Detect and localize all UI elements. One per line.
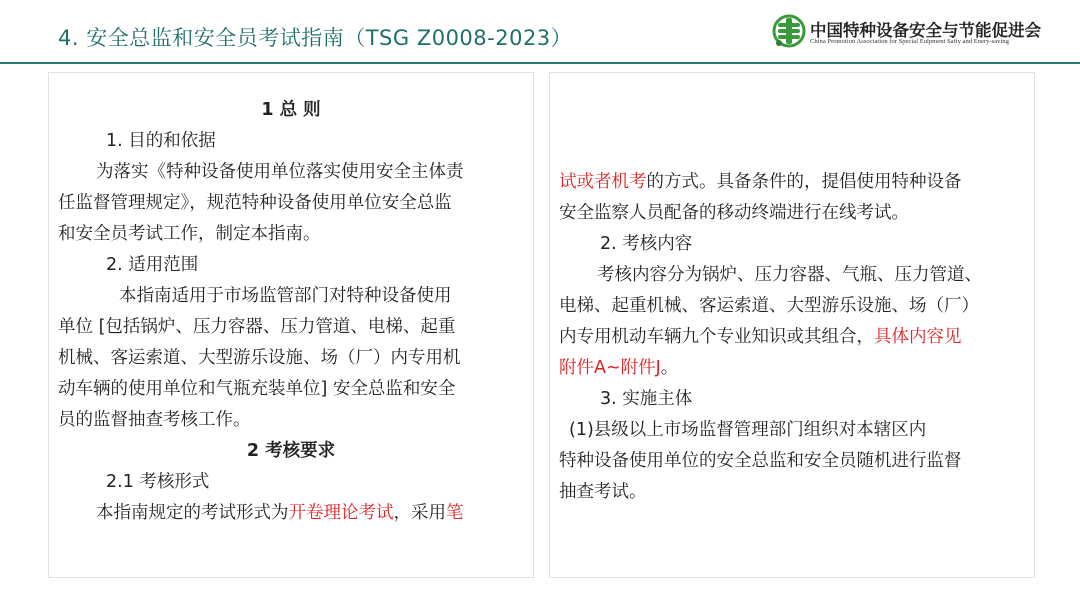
logo-subtitle: China Promotion Association for Special Eulpment Safty and Enery-saving [810,38,1009,45]
paragraph-text: 的方式。具备条件的，提倡使用特种设备 [646,172,962,192]
paragraph-text: 本指南规定的考试形式为 [96,503,289,523]
association-logo [772,12,1072,58]
paragraph-line: 安全监察人员配备的移动终端进行在线考试。 [559,203,909,223]
subsection-title: 2. 适用范围 [106,255,199,275]
paragraph-line: 特种设备使用单位的安全总监和安全员随机进行监督 [559,451,962,471]
right-text-panel [549,72,1035,578]
paragraph-line: 抽查考试。 [559,482,647,502]
paragraph-line: 任监督管理规定》，规范特种设备使用单位安全总监 [58,193,452,213]
paragraph-line [559,167,1025,198]
paragraph-text: 内专用机动车辆九个专业知识或其组合， [559,327,874,347]
paragraph-line: (1)县级以上市场监督管理部门组织对本辖区内 [569,420,927,440]
paragraph-line: 机械、客运索道、大型游乐设施、场（厂）内专用机 [58,348,461,368]
paragraph-line: 电梯、起重机械、客运索道、大型游乐设施、场（厂） [559,296,979,316]
paragraph-text: ，采用 [393,503,446,523]
paragraph-line: 本指南适用于市场监管部门对特种设备使用 [119,286,452,306]
highlighted-text: 附件A~附件J [559,358,661,378]
left-text-panel [48,72,534,578]
section-heading: 2 考核要求 [246,441,336,461]
logo-name: 中国特种设备安全与节能促进会 [810,21,1041,40]
highlighted-text: 开卷理论考试 [288,503,394,523]
slide-title: 4. 安全总监和安全员考试指南（TSG Z0008-2023） [58,26,573,50]
paragraph-line [559,353,1025,384]
subsection-title: 1. 目的和依据 [106,131,216,151]
highlighted-text: 具体内容见 [874,327,962,347]
subsection-title: 3. 实施主体 [600,389,693,409]
slide-header [0,0,1080,64]
subsection-title: 2.1 考核形式 [106,472,210,492]
paragraph-line [559,322,1025,353]
header-divider [0,62,1080,64]
subsection-title: 2. 考核内容 [600,234,693,254]
paragraph-text: 。 [660,358,679,378]
paragraph-line: 员的监督抽查考核工作。 [58,410,251,430]
left-panel-content [58,95,524,529]
paragraph-line [58,498,524,529]
paragraph-line: 动车辆的使用单位和气瓶充装单位] 安全总监和安全 [58,379,456,399]
right-panel-content [559,167,1025,508]
section-heading: 1 总 则 [261,100,321,120]
paragraph-line: 单位 [包括锅炉、压力容器、压力管道、电梯、起重 [58,317,456,337]
association-emblem-icon [772,14,806,48]
paragraph-line: 和安全员考试工作，制定本指南。 [58,224,321,244]
highlighted-text: 试或者机考 [559,172,647,192]
paragraph-line: 为落实《特种设备使用单位落实使用安全主体责 [96,162,464,182]
paragraph-line: 考核内容分为锅炉、压力容器、气瓶、压力管道、 [597,265,982,285]
highlighted-text: 笔 [446,503,464,523]
